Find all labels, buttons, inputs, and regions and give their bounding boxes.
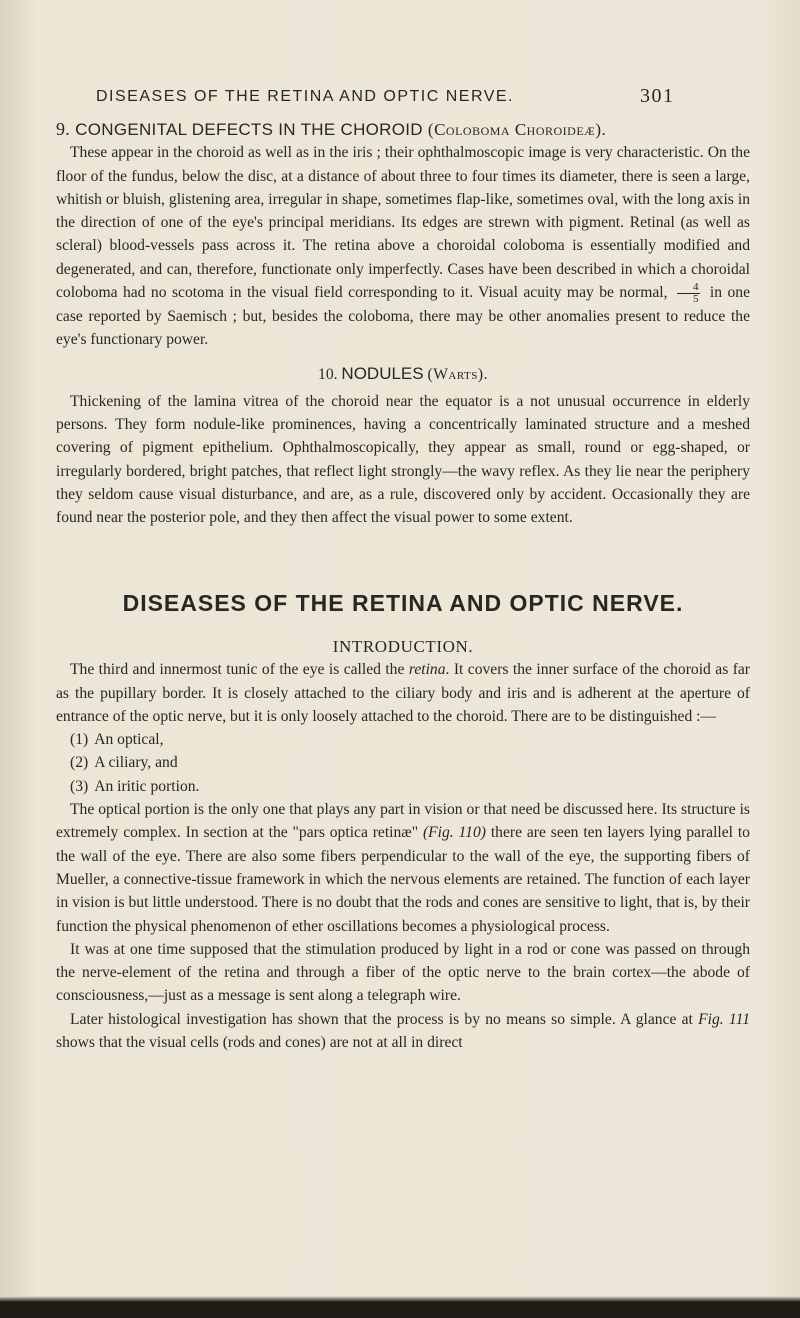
figure-reference-110: (Fig. 110) [422, 824, 486, 842]
list-number: (3) [70, 777, 89, 795]
intro-p2-text-b: there are seen ten layers lying parallel to the wall of the eye. There are also some fibers perpendicular to the wall of the eye, the supporting fibers of Mueller, a connective-tissue framework in which the nervous elements are retained. The function of each layer in vision is but little understood. There is no doubt that the rods and cones are sensitive to light, that is, by their function the physical phenomenon of ether oscillations becomes a physiological process. [56, 824, 750, 935]
section-9-paragraph [56, 141, 750, 351]
intro-p2-text-a: The optical portion is the only one that plays any part in vision or that need be discussed here. Its structure is extremely complex. In section at the "pars optica retinæ" [56, 801, 750, 842]
visual-acuity-fraction [677, 282, 701, 305]
list-text: A ciliary, and [94, 754, 178, 772]
section-10-subtitle: (Warts). [427, 365, 488, 383]
introduction-heading: INTRODUCTION. [332, 636, 474, 656]
retina-term: retina [408, 661, 446, 679]
section-9-text-b: in one case reported by Saemisch ; but, besides the coloboma, there may be other anomalies present to reduce the eye's functionary power. [56, 284, 750, 349]
list-item [56, 728, 750, 751]
chapter-title: DISEASES OF THE RETINA AND OPTIC NERVE. [122, 589, 684, 616]
page-content [56, 118, 750, 1054]
running-header-title: DISEASES OF THE RETINA AND OPTIC NERVE. [96, 88, 514, 105]
section-10-number: 10. [318, 365, 338, 383]
list-text: An iritic portion. [94, 777, 200, 795]
section-10-title: NODULES [341, 363, 424, 383]
intro-paragraph-3: It was at one time supposed that the stimulation produced by light in a rod or cone was passed on through the nerve-element of the retina and through a fiber of the optic nerve to the brain cortex—the abode of consciousness,—just as a message is sent along a telegraph wire. [56, 940, 750, 1005]
fraction-numerator: 4 [677, 282, 701, 294]
list-item [56, 751, 750, 774]
page-bottom-edge [0, 1296, 800, 1318]
intro-p1-text-b: . It covers the inner surface of the choroid as far as the pupillary border. It is closely attached to the ciliary body and iris and is adherent at the aperture of entrance of the optic nerve, but it is only loosely attached to the choroid. There are to be distinguished :— [56, 661, 750, 725]
section-10-paragraph: Thickening of the lamina vitrea of the choroid near the equator is a not unusual occurrence in elderly persons. They form nodule-like prominences, having a concentrically laminated structure and a meshed covering of pigment epithelium. Ophthalmoscopically, they appear as small, round or egg-shaped, or irregularly bordered, bright patches, that reflect light strongly—the wavy reflex. As they lie near the periphery they seldom cause visual disturbance, and are, as a rule, discovered only by accident. Occasionally they are found near the posterior pole, and they then affect the visual power to some extent. [56, 392, 750, 527]
list-text: An optical, [94, 731, 164, 749]
list-item [56, 775, 750, 798]
section-9-subtitle: (Coloboma Choroideæ). [427, 120, 607, 139]
list-number: (1) [70, 731, 89, 749]
section-9-title: CONGENITAL DEFECTS IN THE CHOROID [75, 120, 423, 139]
page-number: 301 [640, 85, 675, 107]
intro-paragraph-2 [56, 798, 750, 938]
intro-p4-text-a: Later histological investigation has shown that the process is by no means so simple. A glance at [70, 1010, 693, 1028]
figure-reference-111: Fig. 111 [698, 1010, 751, 1028]
intro-p4-text-b: shows that the visual cells (rods and cones) are not at all in direct [56, 1034, 463, 1052]
intro-p1-text-a: The third and innermost tunic of the eye is called the [70, 661, 405, 679]
fraction-denominator: 5 [692, 293, 699, 305]
section-9-heading [56, 118, 750, 141]
list-number: (2) [70, 754, 89, 772]
section-10-heading [56, 362, 750, 386]
intro-paragraph-1 [56, 658, 750, 728]
section-9-number: 9. [56, 119, 71, 139]
intro-paragraph-4 [56, 1008, 750, 1055]
section-9-text-a: These appear in the choroid as well as in the iris ; their ophthalmoscopic image is very characteristic. On the floor of the fundus, below the disc, at a distance of about three to four times its diameter, there is seen a large, whitish or bluish, glistening area, irregular in shape, sometimes flap-like, sometimes oval, with the long axis in the direction of one of the eye's principal meridians. Its edges are strewn with pigment. Retinal (as well as scleral) blood-vessels pass across it. The retina above a choroidal coloboma is essentially modified and degenerated, and can, therefore, functionate only imperfectly. Cases have been described in which a choroidal coloboma had no scotoma in the visual field corresponding to it. Visual acuity may be normal, [56, 144, 750, 302]
